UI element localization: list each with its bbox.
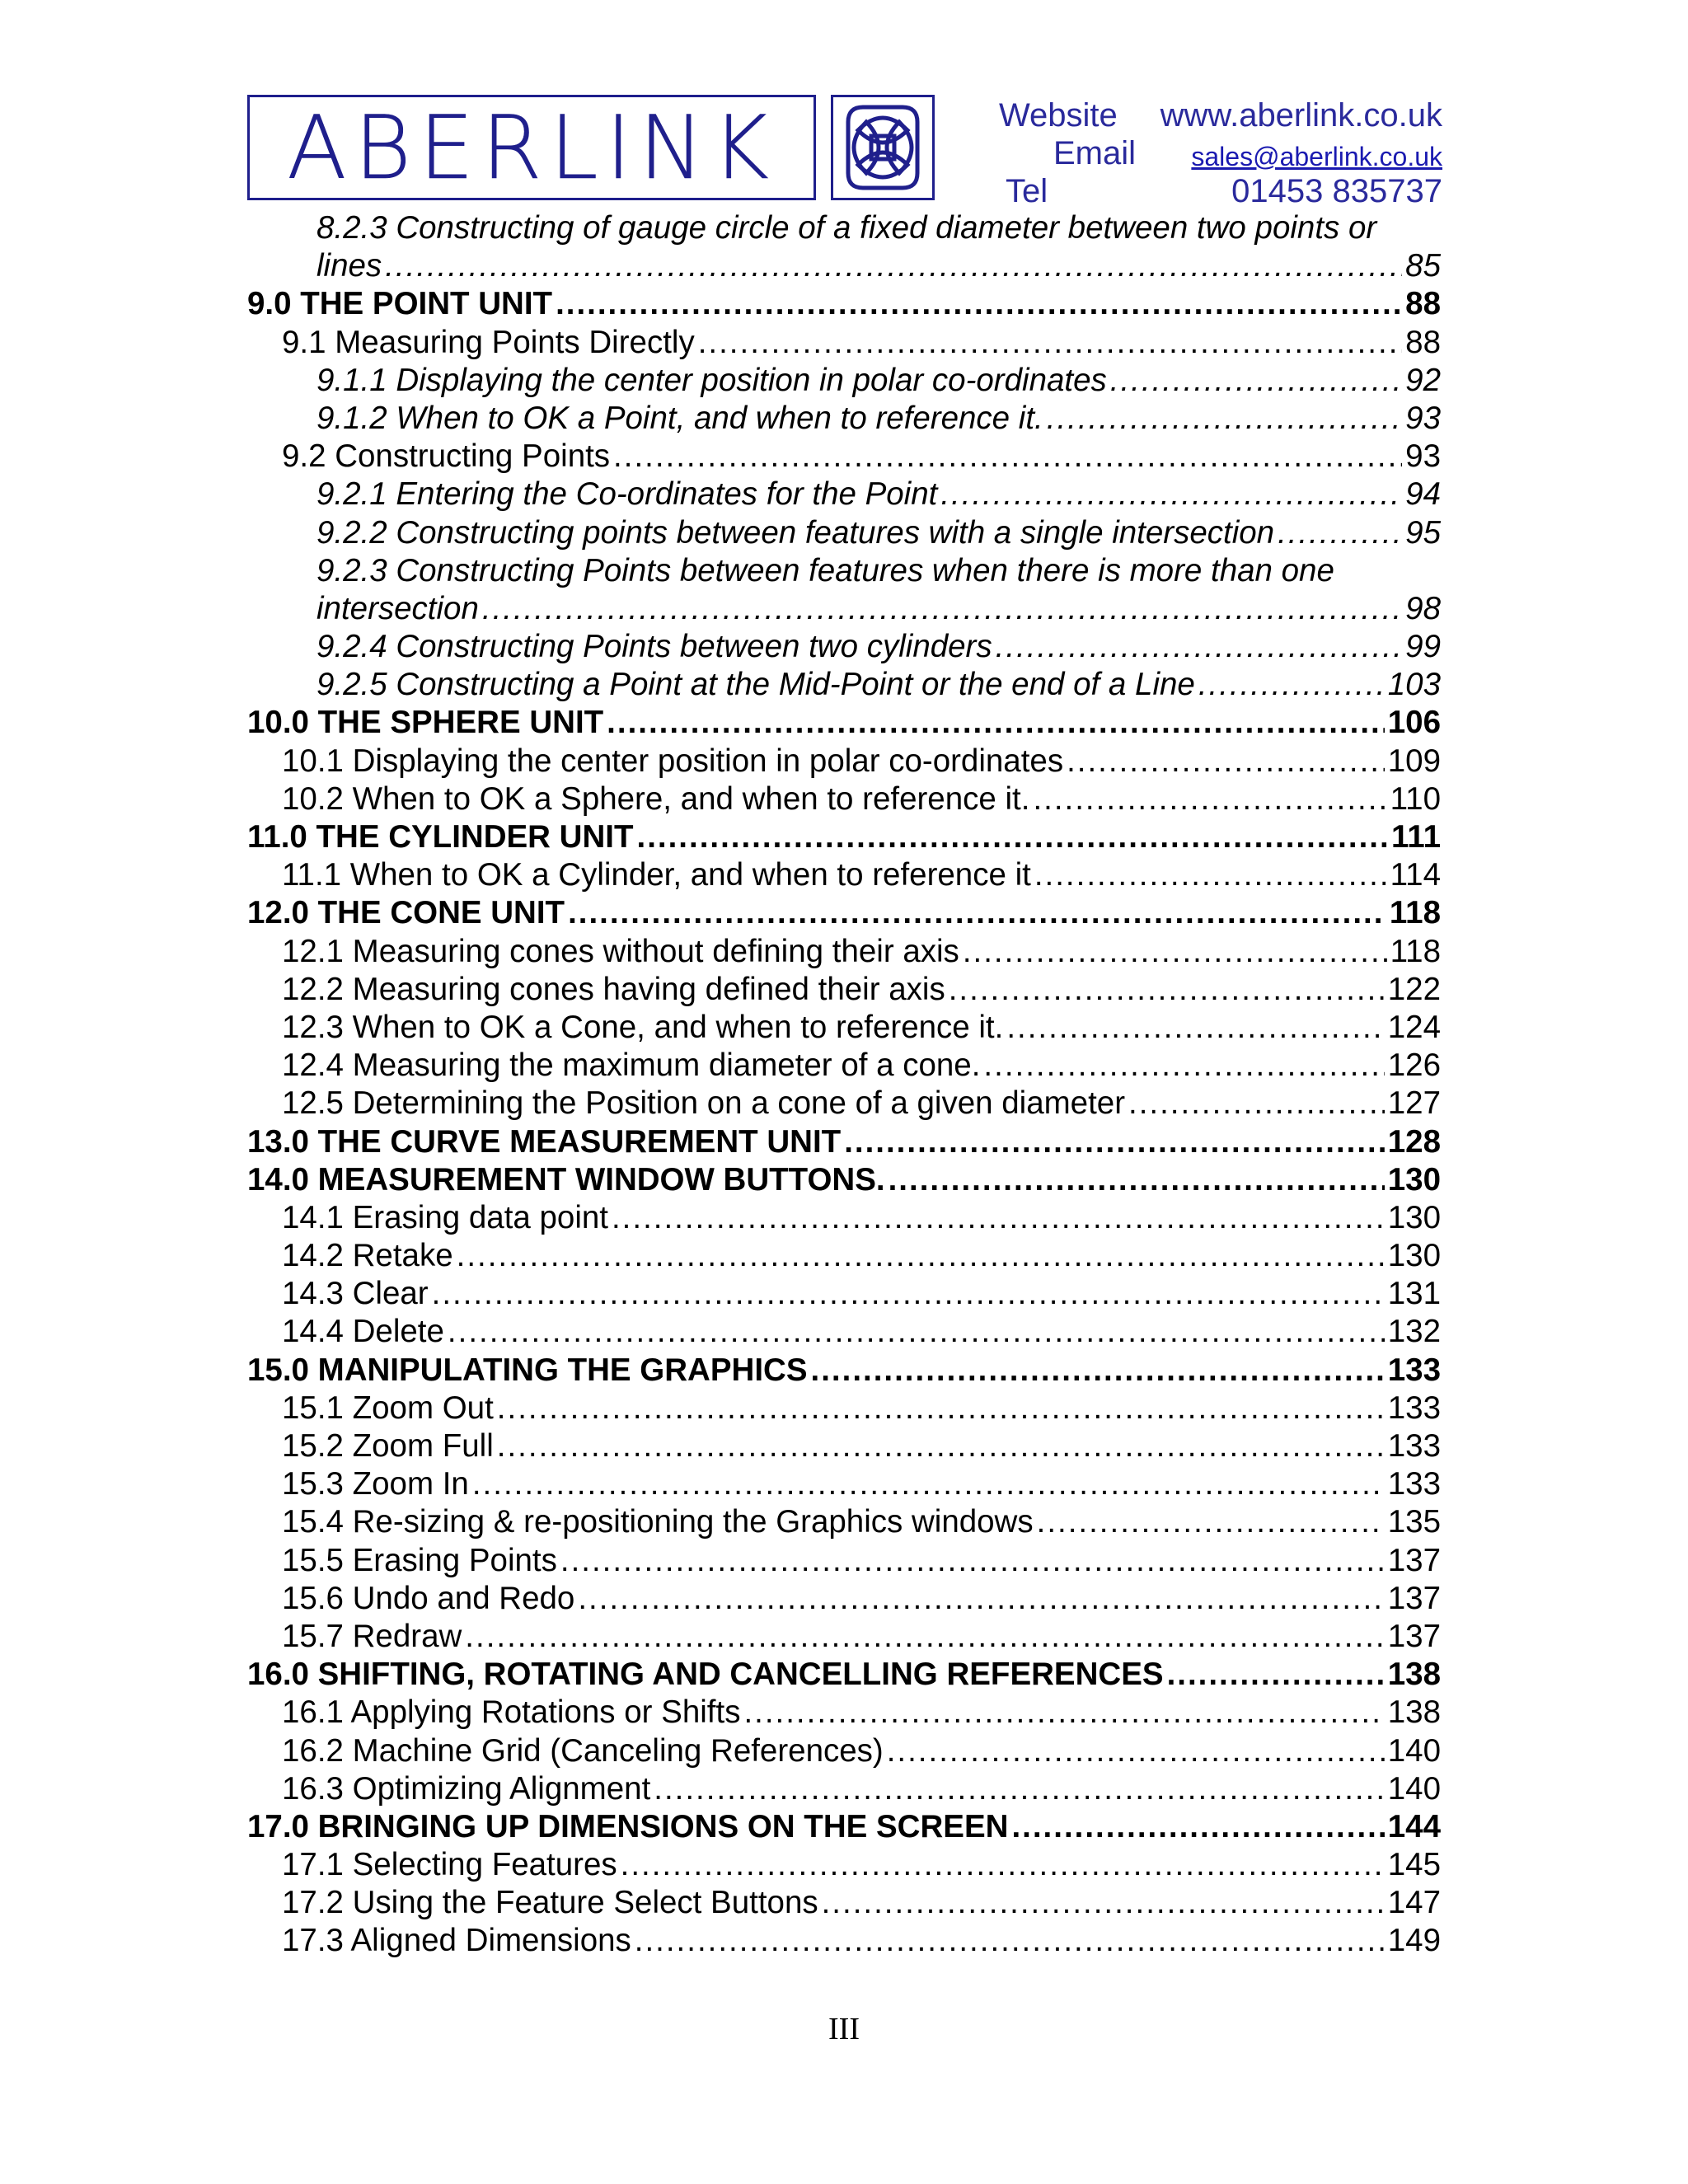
toc-entry[interactable]: 12.5 Determining the Position on a cone of a given diameter ..... 127 [247,1085,1441,1122]
logo-text: ABERLINK [287,96,776,199]
toc-entry[interactable]: 9.2.3 Constructing Points between features when there is more than one [316,552,1334,588]
toc-entry[interactable]: 9.1.2 When to OK a Point, and when to reference it. ..... 93 [247,400,1441,438]
toc-entry[interactable]: 13.0 THE CURVE MEASUREMENT UNIT ..... 128 [247,1123,1441,1161]
toc-entry[interactable]: 12.4 Measuring the maximum diameter of a cone. ..... 126 [247,1047,1441,1085]
table-of-contents [247,209,1441,1961]
toc-entry[interactable]: 15.2 Zoom Full ..... 133 [247,1427,1441,1465]
toc-entry[interactable]: 17.3 Aligned Dimensions ..... 149 [247,1922,1441,1960]
toc-entry[interactable]: 15.5 Erasing Points ..... 137 [247,1542,1441,1580]
toc-entry[interactable]: 9.1.1 Displaying the center position in polar co-ordinates ..... 92 [247,362,1441,400]
toc-entry[interactable]: 9.2.4 Constructing Points between two cylinders ..... 99 [247,628,1441,666]
toc-entry[interactable]: 10.1 Displaying the center position in polar co-ordinates ..... 109 [247,743,1441,780]
toc-entry[interactable]: 17.2 Using the Feature Select Buttons ..... 147 [247,1884,1441,1922]
toc-entry[interactable]: 14.1 Erasing data point ..... 130 [247,1199,1441,1237]
page-header [247,92,1442,208]
toc-entry[interactable]: 9.2 Constructing Points ..... 93 [247,438,1441,476]
toc-entry[interactable]: 16.3 Optimizing Alignment ..... 140 [247,1770,1441,1808]
toc-entry[interactable]: 9.2.1 Entering the Co-ordinates for the Point ..... 94 [247,476,1441,513]
email-link[interactable]: sales@aberlink.co.uk [1191,142,1442,171]
toc-entry[interactable]: 15.0 MANIPULATING THE GRAPHICS ..... 133 [247,1352,1441,1390]
toc-entry[interactable]: 14.3 Clear ..... 131 [247,1275,1441,1313]
toc-entry[interactable]: 9.1 Measuring Points Directly ..... 88 [247,324,1441,362]
toc-entry[interactable]: 12.3 When to OK a Cone, and when to reference it. ..... 124 [247,1009,1441,1047]
tel-label: Tel [1006,173,1048,209]
toc-entry[interactable]: 8.2.3 Constructing of gauge circle of a fixed diameter between two points or [316,210,1377,246]
toc-entry[interactable]: 15.3 Zoom In ..... 133 [247,1465,1441,1503]
tel-value: 01453 835737 [1231,173,1442,209]
toc-entry[interactable]: 12.2 Measuring cones having defined their axis ..... 122 [247,971,1441,1009]
toc-entry[interactable]: 17.1 Selecting Features ..... 145 [247,1846,1441,1884]
toc-entry[interactable]: 14.2 Retake ..... 130 [247,1237,1441,1275]
toc-entry[interactable]: 10.2 When to OK a Sphere, and when to reference it. ..... 110 [247,780,1441,818]
toc-entry[interactable]: 12.1 Measuring cones without defining their axis ..... 118 [247,933,1441,971]
toc-entry[interactable]: 16.1 Applying Rotations or Shifts ..... 138 [247,1694,1441,1732]
page-number: III [828,2012,860,2046]
toc-entry[interactable]: 15.1 Zoom Out ..... 133 [247,1390,1441,1427]
toc-entry[interactable]: 12.0 THE CONE UNIT ..... 118 [247,894,1441,932]
toc-entry[interactable]: 16.2 Machine Grid (Canceling References) ..... 140 [247,1732,1441,1770]
toc-entry[interactable]: 15.7 Redraw ..... 137 [247,1618,1441,1656]
toc-entry[interactable]: lines ..... 85 [247,247,1441,285]
contact-block [989,92,1442,208]
toc-entry[interactable]: 9.0 THE POINT UNIT ..... 88 [247,285,1441,323]
toc-entry[interactable]: 17.0 BRINGING UP DIMENSIONS ON THE SCREEN ..... 144 [247,1808,1441,1846]
aberlink-logo [247,95,816,200]
toc-entry[interactable]: 14.0 MEASUREMENT WINDOW BUTTONS. ..... 130 [247,1161,1441,1199]
website-label: Website [999,97,1118,134]
toc-entry[interactable]: 9.2.5 Constructing a Point at the Mid-Point or the end of a Line ..... 103 [247,666,1441,704]
website-value[interactable]: www.aberlink.co.uk [1160,97,1442,134]
toc-entry[interactable]: 11.0 THE CYLINDER UNIT ..... 111 [247,818,1441,856]
celtic-knot-icon [831,95,935,200]
toc-entry[interactable]: 15.4 Re-sizing & re-positioning the Graphics windows ..... 135 [247,1503,1441,1541]
toc-entry[interactable]: 9.2.2 Constructing points between features with a single intersection ..... 95 [247,514,1441,552]
toc-entry[interactable]: 10.0 THE SPHERE UNIT ..... 106 [247,704,1441,742]
toc-entry[interactable]: intersection ..... 98 [247,590,1441,628]
toc-entry[interactable]: 14.4 Delete ..... 132 [247,1313,1441,1351]
toc-entry[interactable]: 15.6 Undo and Redo ..... 137 [247,1580,1441,1618]
toc-entry[interactable]: 16.0 SHIFTING, ROTATING AND CANCELLING REFERENCES ..... 138 [247,1656,1441,1694]
toc-entry[interactable]: 11.1 When to OK a Cylinder, and when to reference it ..... 114 [247,856,1441,894]
email-label: Email [1053,135,1137,171]
